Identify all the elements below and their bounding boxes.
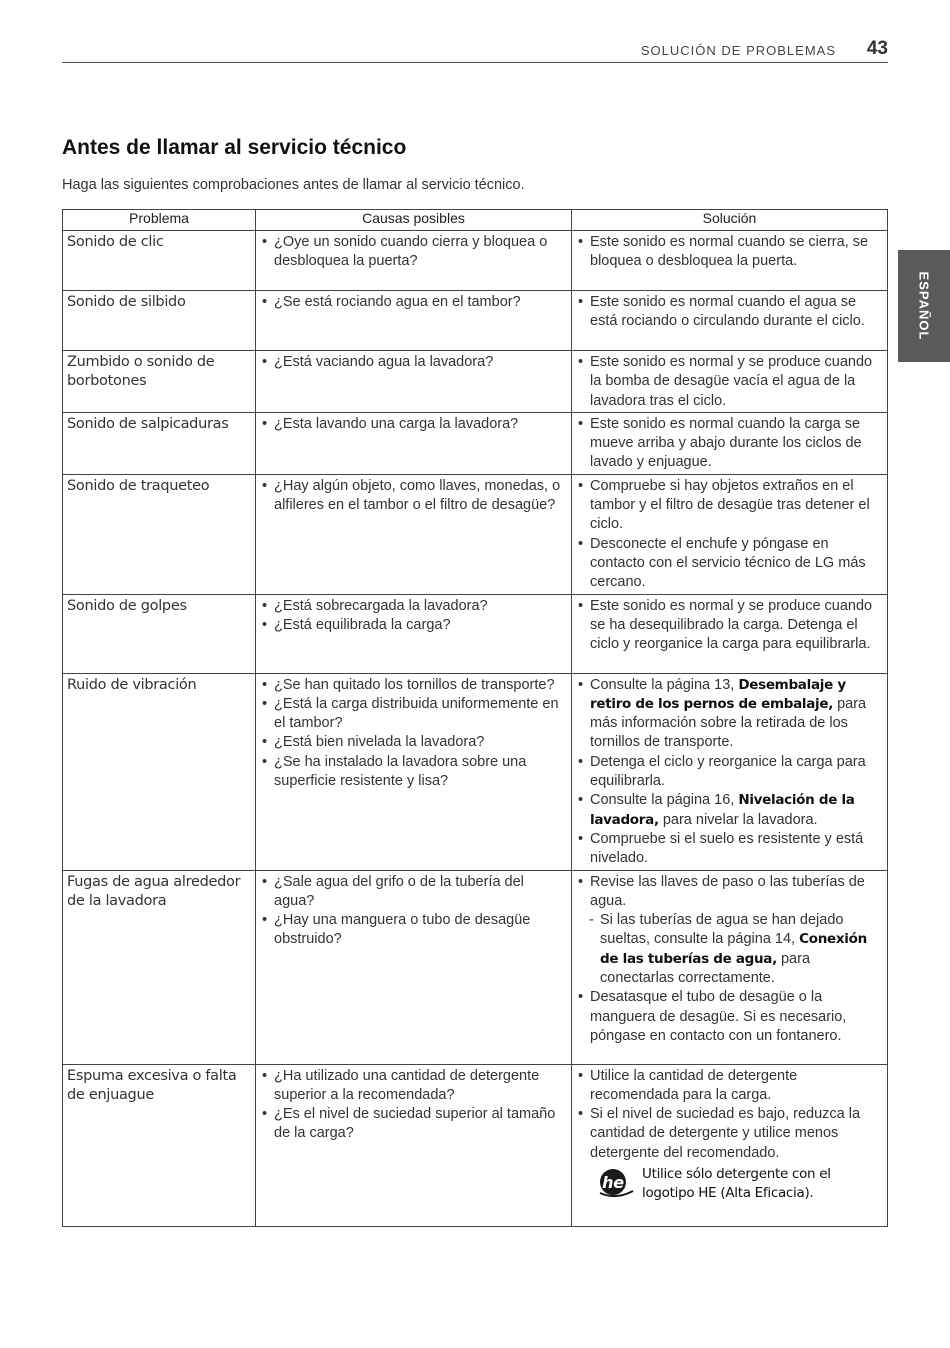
section-title: SOLUCIÓN DE PROBLEMAS: [640, 43, 836, 58]
table-header-row: [63, 210, 888, 231]
solution-cell: [572, 351, 888, 413]
cause-item: • ¿Hay una manguera o tubo de desagüe obstruido?: [260, 911, 568, 950]
problem-cell: Espuma excesiva o falta de enjuague: [63, 1064, 256, 1226]
solution-item: • Compruebe si el suelo es resistente y está nivelado.: [576, 830, 884, 869]
cause-item: • ¿Ha utilizado una cantidad de detergente superior a la recomendada?: [260, 1067, 568, 1106]
solution-item: • Este sonido es normal cuando el agua se está rociando o circulando durante el ciclo.: [576, 293, 884, 332]
problem-cell: Fugas de agua alrededor de la lavadora: [63, 870, 256, 1064]
solution-item: [576, 676, 884, 753]
table-row: [63, 231, 888, 291]
table-row: [63, 474, 888, 594]
solution-cell: [572, 1064, 888, 1226]
table-row: [63, 1064, 888, 1226]
solution-cell: [572, 594, 888, 673]
table-row: [63, 291, 888, 351]
solution-item: • Utilice la cantidad de detergente recomendada para la carga.: [576, 1067, 884, 1106]
solution-cell: [572, 291, 888, 351]
solution-cell: [572, 870, 888, 1064]
page-reference: Desembalaje y retiro de los pernos de embalaje,: [590, 676, 846, 712]
solution-item: • Este sonido es normal y se produce cuando se ha desequilibrado la carga. Detenga el ciclo y reorganice la carga para equilibrarla.: [576, 597, 884, 655]
he-detergent-note: [576, 1165, 884, 1204]
solution-text: para más información sobre la retirada de los tornillos de transporte.: [590, 695, 867, 751]
solution-text: para nivelar la lavadora.: [658, 811, 818, 828]
solution-item: • Este sonido es normal y se produce cuando la bomba de desagüe vacía el agua de la lavadora tras el ciclo.: [576, 353, 884, 411]
cause-item: • ¿Sale agua del grifo o de la tubería del agua?: [260, 873, 568, 912]
header-causes: Causas posibles: [256, 210, 572, 231]
table-row: [63, 870, 888, 1064]
causes-cell: [256, 351, 572, 413]
causes-cell: [256, 291, 572, 351]
solution-text: Consulte la página 13,: [590, 676, 739, 693]
cause-item: • ¿Se han quitado los tornillos de transporte?: [260, 676, 568, 695]
page-reference: Conexión de las tuberías de agua,: [600, 931, 867, 967]
cause-item: • ¿Se está rociando agua en el tambor?: [260, 293, 568, 312]
troubleshooting-table: [62, 209, 888, 1227]
page-number: 43: [866, 38, 888, 59]
he-logo-icon: [596, 1167, 636, 1201]
solution-text: Si las tuberías de agua se han dejado sueltas, consulte la página 14,: [600, 912, 844, 948]
cause-item: • ¿Está la carga distribuida uniformemente en el tambor?: [260, 695, 568, 734]
solution-item: • Desatasque el tubo de desagüe o la manguera de desagüe. Si es necesario, póngase en contacto con un fontanero.: [576, 988, 884, 1046]
causes-cell: [256, 594, 572, 673]
solution-item: • Este sonido es normal cuando se cierra, se bloquea o desbloquea la puerta.: [576, 233, 884, 272]
solution-text: Consulte la página 16,: [590, 792, 739, 809]
causes-cell: [256, 231, 572, 291]
table-row: [63, 412, 888, 474]
solution-item: • Desconecte el enchufe y póngase en contacto con el servicio técnico de LG más cercano.: [576, 535, 884, 593]
page-reference: Nivelación de la lavadora,: [590, 792, 855, 828]
solution-cell: [572, 474, 888, 594]
causes-cell: [256, 673, 572, 870]
problem-cell: Zumbido o sonido de borbotones: [63, 351, 256, 413]
cause-item: • ¿Oye un sonido cuando cierra y bloquea o desbloquea la puerta?: [260, 233, 568, 272]
solution-item: • Detenga el ciclo y reorganice la carga para equilibrarla.: [576, 753, 884, 792]
language-tab: [898, 250, 950, 362]
problem-cell: Sonido de silbido: [63, 291, 256, 351]
solution-subitem: [576, 911, 884, 988]
solution-cell: [572, 673, 888, 870]
intro-text: Haga las siguientes comprobaciones antes de llamar al servicio técnico.: [62, 177, 525, 193]
solution-item: • Compruebe si hay objetos extraños en el tambor y el filtro de desagüe tras detener el ciclo.: [576, 477, 884, 535]
header-problem: Problema: [63, 210, 256, 231]
solution-text: para conectarlas correctamente.: [600, 950, 811, 987]
page-header: [62, 38, 888, 63]
he-note-text: Utilice sólo detergente con el logotipo HE (Alta Eficacia).: [642, 1166, 831, 1202]
problem-cell: Sonido de clic: [63, 231, 256, 291]
table-row: [63, 673, 888, 870]
language-tab-label: ESPAÑOL: [916, 271, 932, 341]
causes-cell: [256, 1064, 572, 1226]
problem-cell: Sonido de salpicaduras: [63, 412, 256, 474]
solution-cell: [572, 231, 888, 291]
table-row: [63, 351, 888, 413]
solution-item: • Si el nivel de suciedad es bajo, reduzca la cantidad de detergente y utilice menos detergente del recomendado.: [576, 1105, 884, 1163]
solution-item: [576, 791, 884, 830]
cause-item: • ¿Está vaciando agua la lavadora?: [260, 353, 568, 372]
table-row: [63, 594, 888, 673]
he-logo-text: he: [602, 1173, 624, 1193]
cause-item: • ¿Esta lavando una carga la lavadora?: [260, 415, 568, 434]
problem-cell: Ruido de vibración: [63, 673, 256, 870]
causes-cell: [256, 412, 572, 474]
solution-item: • Este sonido es normal cuando la carga se mueve arriba y abajo durante los ciclos de lavado y enjuague.: [576, 415, 884, 473]
cause-item: • ¿Hay algún objeto, como llaves, monedas, o alfileres en el tambor o el filtro de desagüe?: [260, 477, 568, 516]
page-title: Antes de llamar al servicio técnico: [62, 136, 407, 159]
solution-item: • Revise las llaves de paso o las tuberías de agua.: [576, 873, 884, 912]
causes-cell: [256, 474, 572, 594]
cause-item: • ¿Está sobrecargada la lavadora?: [260, 597, 568, 616]
causes-cell: [256, 870, 572, 1064]
header-solution: Solución: [572, 210, 888, 231]
problem-cell: Sonido de golpes: [63, 594, 256, 673]
cause-item: • ¿Está equilibrada la carga?: [260, 616, 568, 635]
solution-cell: [572, 412, 888, 474]
problem-cell: Sonido de traqueteo: [63, 474, 256, 594]
cause-item: • ¿Es el nivel de suciedad superior al tamaño de la carga?: [260, 1105, 568, 1144]
cause-item: • ¿Está bien nivelada la lavadora?: [260, 733, 568, 752]
cause-item: • ¿Se ha instalado la lavadora sobre una superficie resistente y lisa?: [260, 753, 568, 792]
